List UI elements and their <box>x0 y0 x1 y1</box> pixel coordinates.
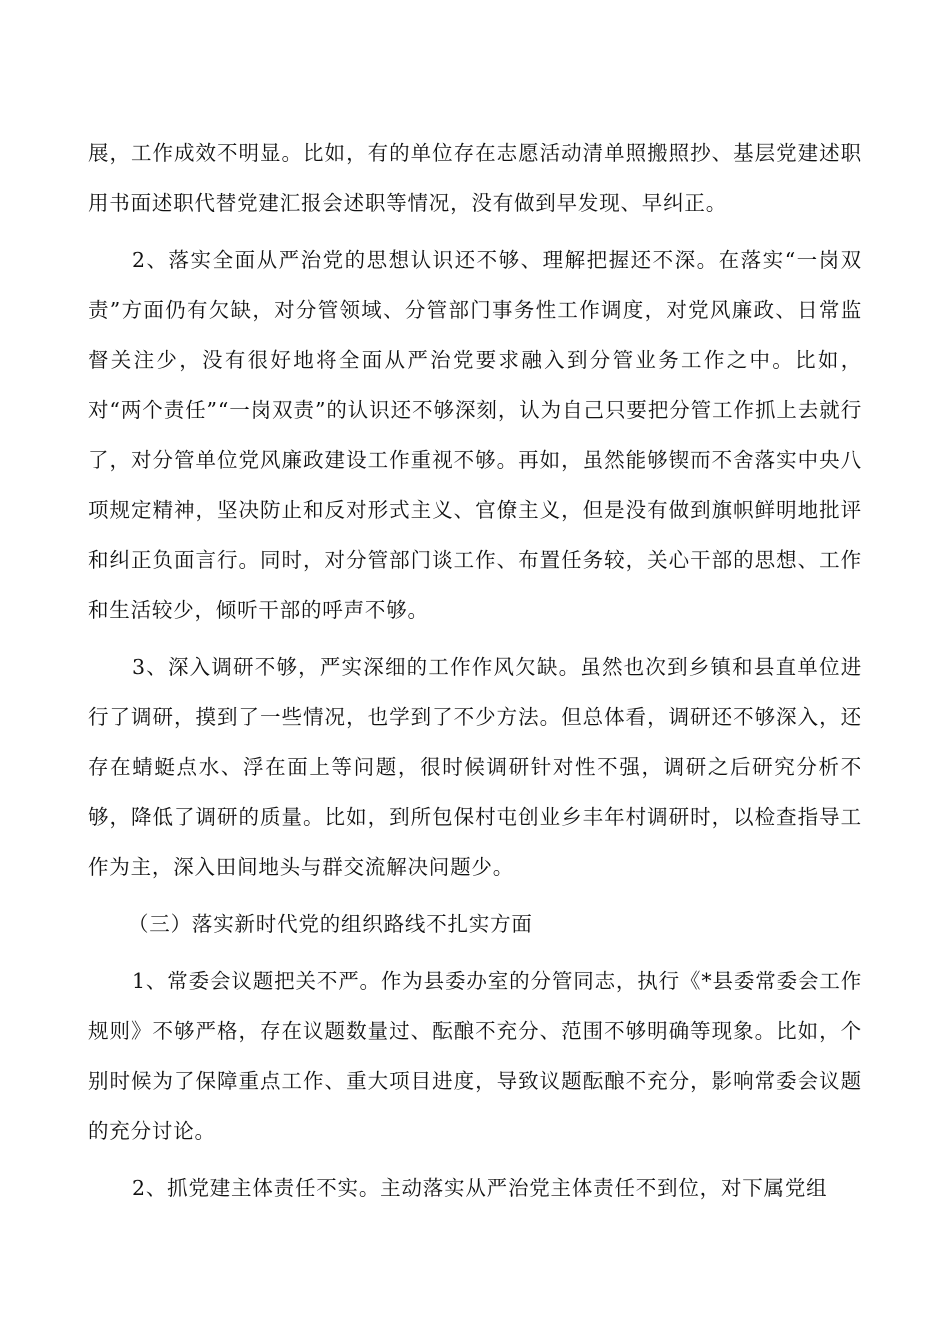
paragraph-item-3: 3、深入调研不够，严实深细的工作作风欠缺。虽然也次到乡镇和县直单位进行了调研，摸到了一些情况，也学到了不少方法。但总体看，调研还不够深入，还存在蜻蜓点水、浮在面上等问题，很时候调研针对性不强，调研之后研究分析不够，降低了调研的质量。比如，到所包保村屯创业乡丰年村调研时，以检查指导工作为主，深入田间地头与群交流解决问题少。 <box>88 655 862 879</box>
paragraph-continuation: 展，工作成效不明显。比如，有的单位存在志愿活动清单照搬照抄、基层党建述职用书面述职代替党建汇报会述职等情况，没有做到早发现、早纠正。 <box>88 141 862 215</box>
paragraph-item-1: 1、常委会议题把关不严。作为县委办室的分管同志，执行《*县委常委会工作规则》不够严格，存在议题数量过、酝酿不充分、范围不够明确等现象。比如，个别时候为了保障重点工作、重大项目进度，导致议题酝酿不充分，影响常委会议题的充分讨论。 <box>88 969 862 1143</box>
section-heading-3: （三）落实新时代党的组织路线不扎实方面 <box>128 912 533 936</box>
paragraph-item-2-party-building: 2、抓党建主体责任不实。主动落实从严治党主体责任不到位，对下属党组 <box>132 1176 828 1200</box>
paragraph-item-2: 2、落实全面从严治党的思想认识还不够、理解把握还不深。在落实“一岗双责”方面仍有欠缺，对分管领域、分管部门事务性工作调度，对党风廉政、日常监督关注少，没有很好地将全面从严治党要求融入到分管业务工作之中。比如，对“两个责任”“一岗双责”的认识还不够深刻，认为自己只要把分管工作抓上去就行了，对分管单位党风廉政建设工作重视不够。再如，虽然能够锲而不舍落实中央八项规定精神，坚决防止和反对形式主义、官僚主义，但是没有做到旗帜鲜明地批评和纠正负面言行。同时，对分管部门谈工作、布置任务较，关心干部的思想、工作和生活较少，倾听干部的呼声不够。 <box>88 248 862 622</box>
